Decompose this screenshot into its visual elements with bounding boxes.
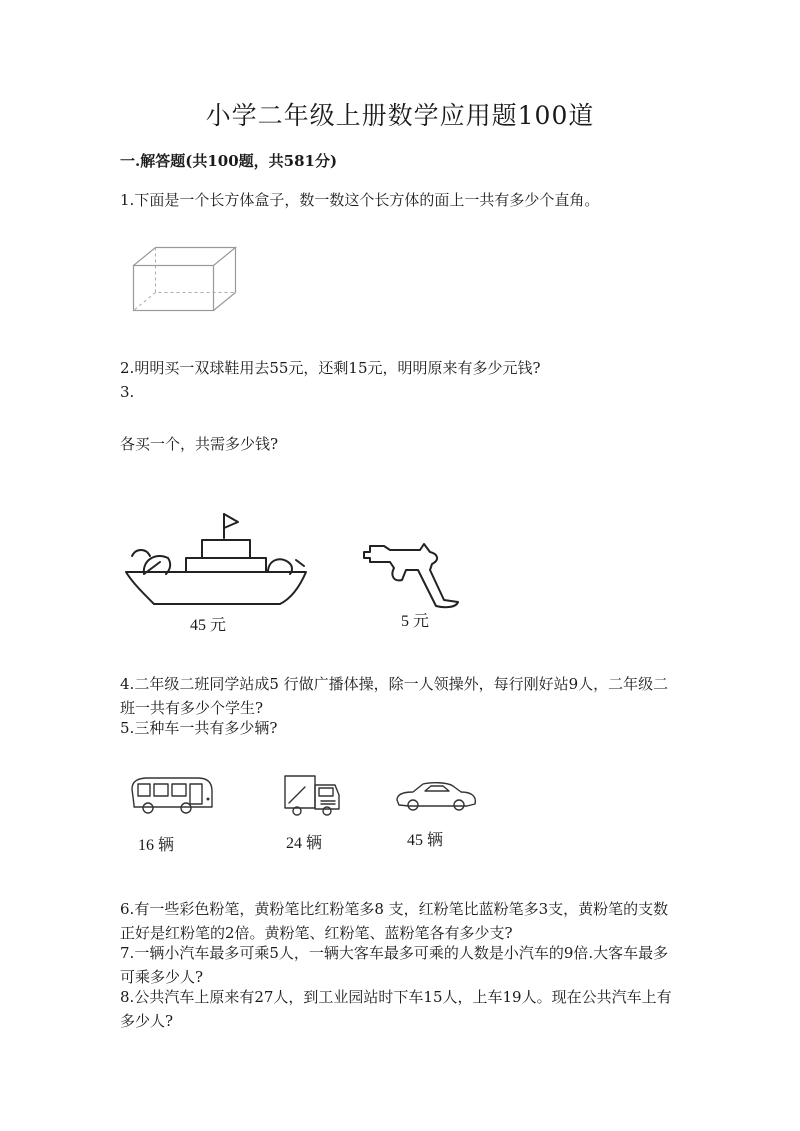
cuboid-figure: [133, 247, 238, 313]
question-number: 4.: [120, 675, 135, 693]
question-number: 5.: [120, 719, 135, 737]
ship-icon: [120, 510, 320, 610]
truck-count: 24 辆: [286, 835, 323, 852]
question-4: [120, 672, 682, 720]
question-8: [120, 985, 682, 1033]
question-text: 公共汽车上原来有27人，到工业园站时下车15人，上车19人。现在公共汽车上有多少人?: [120, 988, 672, 1030]
ship-price: 45 元: [190, 617, 227, 634]
question-6: [120, 897, 682, 945]
toy-gun-icon: [360, 540, 470, 610]
car-count: 45 辆: [407, 832, 444, 849]
bus-icon: [128, 775, 218, 820]
truck-icon: [283, 773, 345, 819]
question-3: [120, 380, 682, 404]
gun-price: 5 元: [401, 613, 430, 630]
question-number: 7.: [120, 944, 135, 962]
question-7: [120, 941, 682, 989]
question-text: 一辆小汽车最多可乘5人，一辆大客车最多可乘的人数是小汽车的9倍.大客车最多可乘多少人?: [120, 944, 669, 986]
car-icon: [395, 778, 480, 816]
question-number: 3.: [120, 383, 135, 401]
question-2: [120, 356, 682, 380]
question-number: 8.: [120, 988, 135, 1006]
question-text: 明明买一双球鞋用去55元，还剩15元，明明原来有多少元钱?: [134, 359, 541, 377]
question-number: 1.: [120, 191, 135, 209]
question-text: 有一些彩色粉笔，黄粉笔比红粉笔多8 支，红粉笔比蓝粉笔多3支，黄粉笔的支数正好是红粉笔的2倍。黄粉笔、红粉笔、蓝粉笔各有多少支?: [120, 900, 669, 942]
question-text: 二年级二班同学站成5 行做广播体操，除一人领操外，每行刚好站9人，二年级二班一共有多少个学生?: [120, 675, 669, 717]
question-1: [120, 188, 682, 212]
section-heading: 一.解答题(共100题，共581分): [120, 152, 338, 170]
question-5: [120, 716, 682, 740]
bus-count: 16 辆: [138, 837, 175, 854]
question-3-prompt: [120, 432, 682, 456]
question-text: 各买一个，共需多少钱?: [120, 435, 279, 453]
question-text: 三种车一共有多少辆?: [134, 719, 278, 737]
question-text: 下面是一个长方体盒子，数一数这个长方体的面上一共有多少个直角。: [134, 191, 600, 209]
question-number: 6.: [120, 900, 135, 918]
page-title: 小学二年级上册数学应用题100道: [205, 101, 595, 130]
question-number: 2.: [120, 359, 135, 377]
